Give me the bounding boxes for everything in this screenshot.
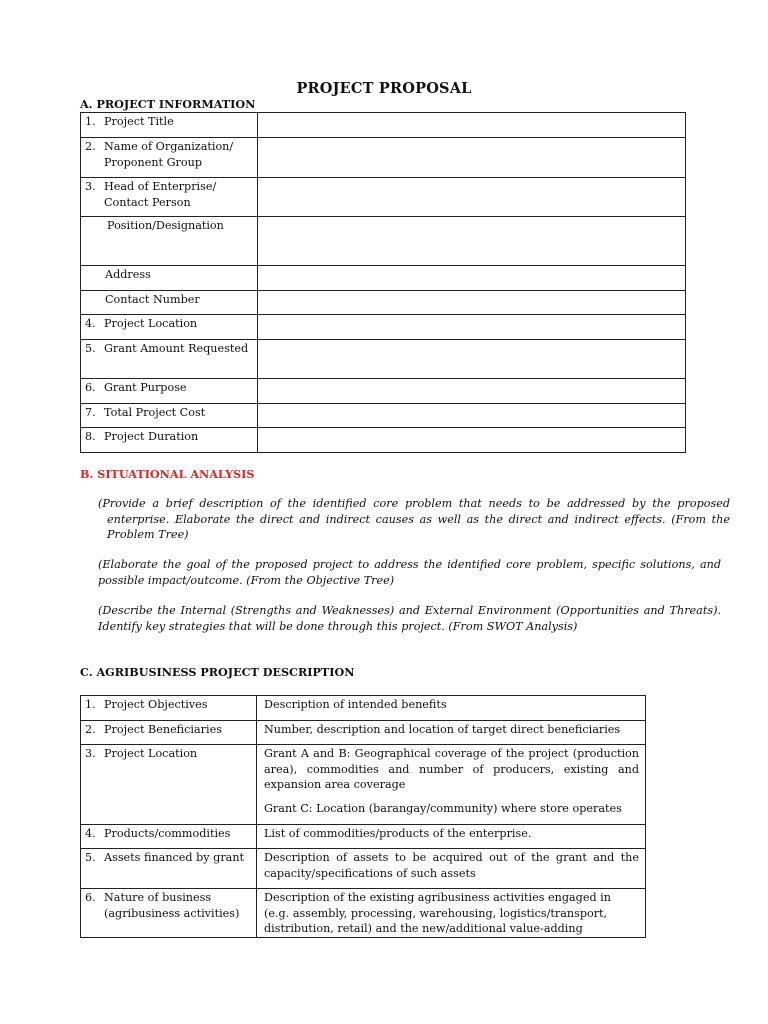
row-label: Project Location bbox=[104, 747, 198, 760]
section-a-heading: A. PROJECT INFORMATION bbox=[80, 97, 256, 111]
row-number: 5. bbox=[85, 342, 96, 355]
table-row bbox=[81, 217, 686, 266]
field-value-cell[interactable] bbox=[258, 340, 686, 379]
row-number: 4. bbox=[85, 827, 96, 840]
table-row bbox=[81, 696, 646, 721]
project-information-table bbox=[80, 112, 686, 453]
table-row bbox=[81, 266, 686, 291]
row-label: Address bbox=[105, 268, 151, 281]
table-row bbox=[81, 379, 686, 404]
section-b-heading: B. SITUATIONAL ANALYSIS bbox=[80, 467, 255, 481]
row-number: 1. bbox=[85, 115, 96, 128]
row-number: 3. bbox=[85, 180, 96, 193]
table-row bbox=[81, 745, 646, 825]
field-value-cell[interactable] bbox=[258, 217, 686, 266]
table-row bbox=[81, 291, 686, 315]
section-c-heading: C. AGRIBUSINESS PROJECT DESCRIPTION bbox=[80, 665, 355, 679]
row-number: 5. bbox=[85, 851, 96, 864]
row-number: 2. bbox=[85, 140, 96, 153]
table-row bbox=[81, 340, 686, 379]
agribusiness-description-table bbox=[80, 695, 646, 938]
row-number: 6. bbox=[85, 381, 96, 394]
field-value-cell[interactable] bbox=[258, 178, 686, 217]
row-label: Head of Enterprise/ Contact Person bbox=[104, 180, 217, 209]
table-row bbox=[81, 889, 646, 938]
swot-analysis-paragraph: (Describe the Internal (Strengths and Weaknesses) and External Environment (Opportunities and Threats). Identify key strategies that will be done through this project. (From SWOT Analysis) bbox=[98, 604, 721, 633]
row-label: Nature of business (agribusiness activities) bbox=[104, 891, 240, 920]
table-row bbox=[81, 849, 646, 889]
field-value-cell[interactable] bbox=[258, 113, 686, 138]
row-description: Description of assets to be acquired out of the grant and the capacity/specifications of such assets bbox=[264, 851, 639, 880]
row-label: Grant Amount Requested bbox=[104, 342, 249, 355]
row-number: 1. bbox=[85, 698, 96, 711]
row-label: Name of Organization/ Proponent Group bbox=[104, 140, 234, 169]
field-value-cell[interactable] bbox=[258, 379, 686, 404]
table-row bbox=[81, 721, 646, 745]
row-label: Project Duration bbox=[104, 430, 199, 443]
row-label: Products/commodities bbox=[104, 827, 231, 840]
row-label: Total Project Cost bbox=[104, 406, 206, 419]
table-row bbox=[81, 825, 646, 849]
table-row bbox=[81, 138, 686, 178]
field-value-cell[interactable] bbox=[258, 266, 686, 291]
table-row bbox=[81, 113, 686, 138]
row-label: Project Beneficiaries bbox=[104, 723, 222, 736]
row-label: Project Location bbox=[104, 317, 198, 330]
row-number: 2. bbox=[85, 723, 96, 736]
table-row bbox=[81, 404, 686, 428]
field-value-cell[interactable] bbox=[258, 315, 686, 340]
row-description: List of commodities/products of the enterprise. bbox=[264, 827, 532, 840]
row-label: Grant Purpose bbox=[104, 381, 187, 394]
row-label: Project Title bbox=[104, 115, 174, 128]
row-description: Grant A and B: Geographical coverage of the project (production area), commodities and number of producers, existing and expansion area coverage bbox=[264, 747, 639, 791]
row-description: Number, description and location of target direct beneficiaries bbox=[264, 723, 621, 736]
row-label: Contact Number bbox=[105, 293, 200, 306]
row-number: 3. bbox=[85, 747, 96, 760]
field-value-cell[interactable] bbox=[258, 404, 686, 428]
table-row bbox=[81, 428, 686, 453]
field-value-cell[interactable] bbox=[258, 138, 686, 178]
field-value-cell[interactable] bbox=[258, 428, 686, 453]
table-row bbox=[81, 178, 686, 217]
row-number: 7. bbox=[85, 406, 96, 419]
row-number: 6. bbox=[85, 891, 96, 904]
objective-tree-paragraph: (Elaborate the goal of the proposed project to address the identified core problem, specific solutions, and possible impact/outcome. (From the Objective Tree) bbox=[98, 558, 721, 587]
row-label: Position/Designation bbox=[107, 219, 224, 232]
field-value-cell[interactable] bbox=[258, 291, 686, 315]
page-title: PROJECT PROPOSAL bbox=[296, 80, 472, 97]
problem-tree-paragraph: (Provide a brief description of the identified core problem that needs to be addressed by the proposed enterprise. Elaborate the direct and indirect causes as well as the direct and indirect effects. (From the Problem Tree) bbox=[98, 497, 730, 541]
row-number: 8. bbox=[85, 430, 96, 443]
row-label: Project Objectives bbox=[104, 698, 208, 711]
row-number: 4. bbox=[85, 317, 96, 330]
row-description: Description of intended benefits bbox=[264, 698, 447, 711]
row-description: Description of the existing agribusiness activities engaged in (e.g. assembly, processing, warehousing, logistics/transport, distribution, retail) and the new/additional value-adding bbox=[264, 891, 611, 935]
row-description-secondary: Grant C: Location (barangay/community) where store operates bbox=[264, 801, 622, 815]
row-label: Assets financed by grant bbox=[104, 851, 245, 864]
table-row bbox=[81, 315, 686, 340]
